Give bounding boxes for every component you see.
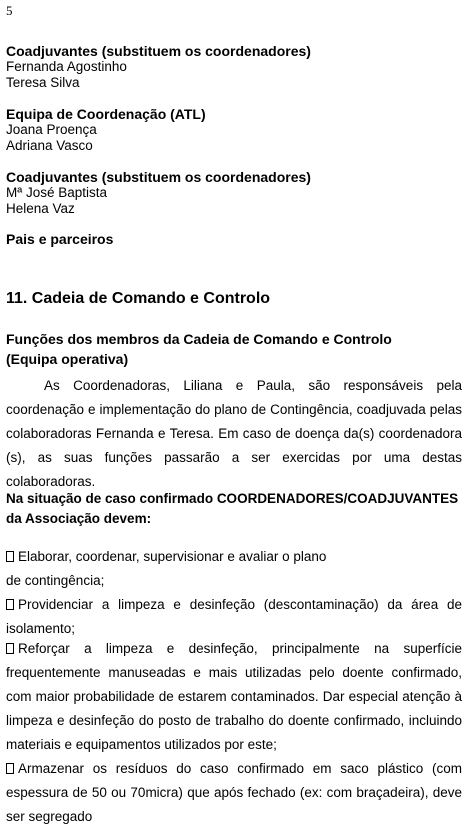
lead-part-emphasis: COORDENADORES/COADJUVANTES <box>216 491 459 506</box>
subtitle-line: (Equipa operativa) <box>6 351 129 367</box>
subtitle-line: Funções dos membros da Cadeia de Comando e Controlo <box>6 331 392 347</box>
group-name: Mª José Baptista <box>6 185 108 200</box>
list-item <box>6 593 462 641</box>
body-paragraph: As Coordenadoras, Liliana e Paula, são responsáveis pela coordenação e implementação do plano de Contingência, coadjuvada pelas colaboradoras Fernanda e Teresa. Em caso de doença da(s) coordenadora (s), as suas funções passarão a ser exercidas por uma destas colaboradoras. <box>6 378 462 489</box>
group-coadjuvantes-2 <box>6 169 466 217</box>
list-item <box>6 637 462 757</box>
group-name: Fernanda Agostinho <box>6 59 127 74</box>
group-heading: Coadjuvantes (substituem os coordenadores) <box>6 43 311 59</box>
group-coadjuvantes-1 <box>6 43 466 91</box>
checkbox-glyph-icon <box>6 763 14 774</box>
section-title: 11. Cadeia de Comando e Controlo <box>6 290 271 307</box>
group-name: Adriana Vasco <box>6 138 93 153</box>
checkbox-glyph-icon <box>6 551 14 562</box>
lead-paragraph <box>6 489 462 529</box>
group-name: Teresa Silva <box>6 75 80 90</box>
page-number: 5 <box>6 3 13 18</box>
list-item-text: Armazenar os resíduos do caso confirmado em saco plástico (com espessura de 50 ou 70micra) que após fechado (ex: com braçadeira), deve ser segregado <box>6 761 462 824</box>
parents-block <box>6 231 466 247</box>
list-item <box>6 545 462 593</box>
group-name: Helena Vaz <box>6 201 75 216</box>
list-item-text: Elaborar, coordenar, supervisionar e avaliar o plano <box>18 549 327 564</box>
checkbox-glyph-icon <box>6 599 14 610</box>
list-item-text: Reforçar a limpeza e desinfeção, principalmente na superfície frequentemente manuseadas e mais utilizadas pelo doente confirmado, com maior probabilidade de estarem contaminados. Dar especial atenção à limpeza e desinfeção do posto de trabalho do doente confirmado, incluindo materiais e equipamentos utilizados por este; <box>6 641 462 752</box>
group-heading: Equipa de Coordenação (ATL) <box>6 106 206 122</box>
list-item-text: de contingência; <box>6 573 105 588</box>
list-item <box>6 757 462 829</box>
lead-part: Na situação de caso confirmado <box>6 491 217 506</box>
lead-part: da Associação devem: <box>6 511 152 526</box>
group-coordenacao-atl <box>6 106 466 154</box>
checkbox-glyph-icon <box>6 643 14 654</box>
group-heading: Coadjuvantes (substituem os coordenadores) <box>6 169 311 185</box>
group-name: Joana Proença <box>6 122 97 137</box>
list-item-text: Providenciar a limpeza e desinfeção (descontaminação) da área de isolamento; <box>6 597 462 636</box>
section-subtitle <box>6 329 466 369</box>
parents-heading: Pais e parceiros <box>6 231 114 247</box>
